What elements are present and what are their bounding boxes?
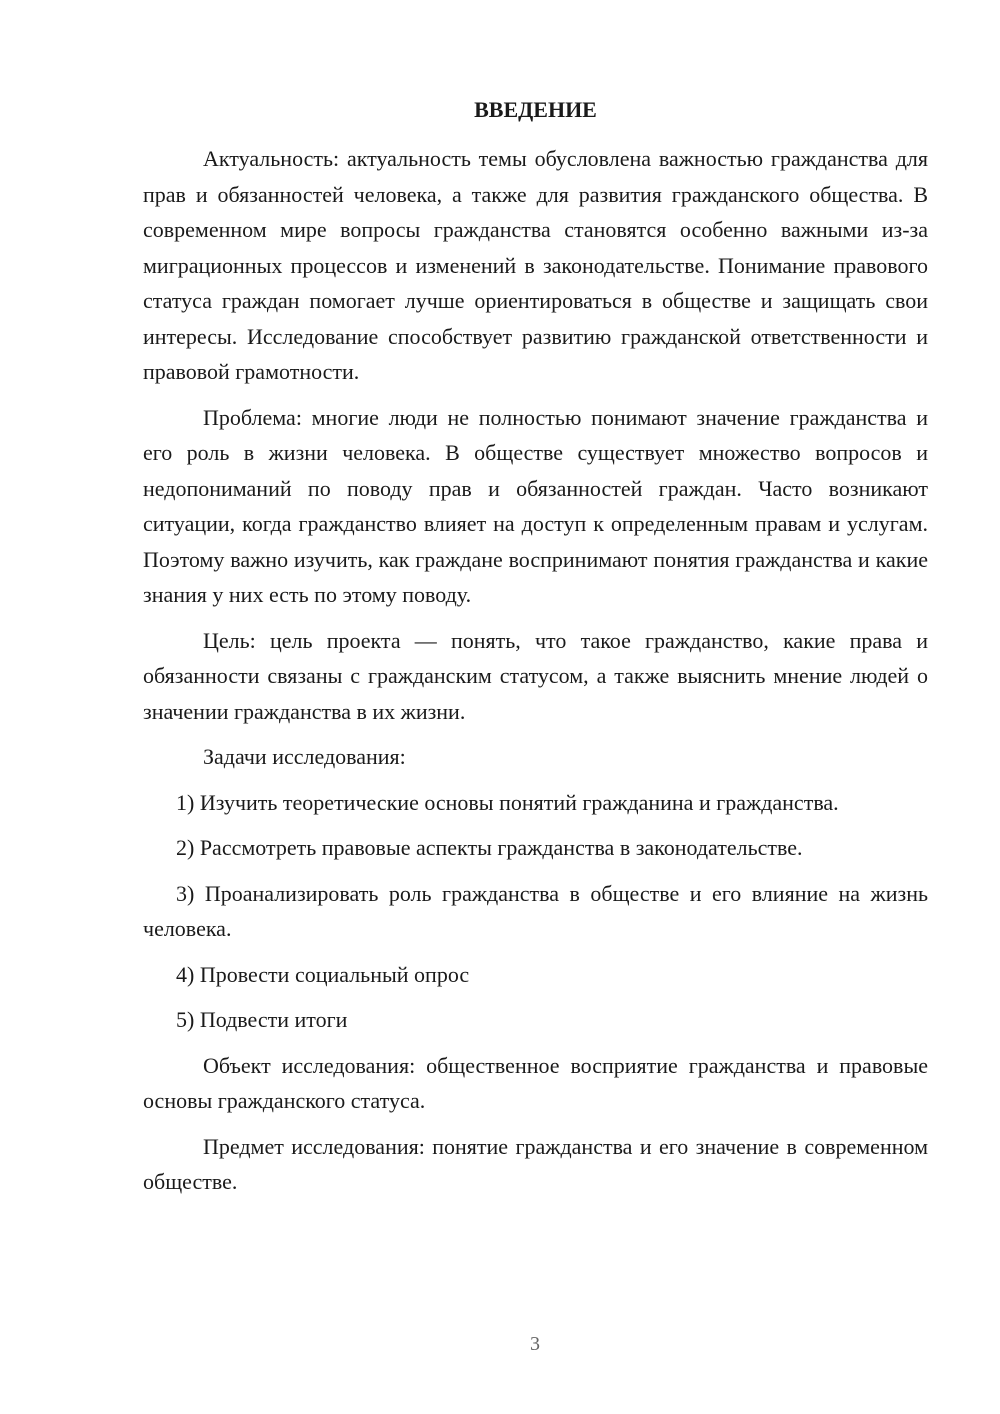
page-number: 3	[530, 1333, 540, 1355]
task-item-4: 4) Провести социальный опрос	[176, 961, 470, 987]
object-paragraph: Объект исследования: общественное восприятие гражданства и правовые основы гражданского статуса.	[143, 1052, 928, 1113]
page-title: ВВЕДЕНИЕ	[474, 97, 597, 122]
task-item-2: 2) Рассмотреть правовые аспекты гражданства в законодательстве.	[176, 835, 803, 860]
tasks-heading: Задачи исследования:	[203, 744, 406, 769]
goal-paragraph: Цель: цель проекта — понять, что такое гражданство, какие права и обязанности связаны с гражданским статусом, а также выяснить мнение людей о значении гражданства в их жизни.	[143, 627, 928, 724]
document-page	[143, 92, 928, 1200]
task-item-5: 5) Подвести итоги	[176, 1007, 348, 1032]
task-item-1: 1) Изучить теоретические основы понятий гражданина и гражданства.	[176, 789, 839, 815]
subject-paragraph: Предмет исследования: понятие гражданства и его значение в современном обществе.	[143, 1133, 928, 1194]
task-item-3: 3) Проанализировать роль гражданства в обществе и его влияние на жизнь человека.	[143, 880, 928, 941]
problem-paragraph: Проблема: многие люди не полностью понимают значение гражданства и его роль в жизни человека. В обществе существует множество вопросов и недопониманий по поводу прав и обязанностей граждан. Часто возникают ситуации, когда гражданство влияет на доступ к определенным правам и услугам. Поэтому важно изучить, как граждане воспринимают понятия гражданства и какие знания у них есть по этому поводу.	[143, 404, 928, 607]
relevance-paragraph: Актуальность: актуальность темы обусловлена важностью гражданства для прав и обязанностей человека, а также для развития гражданского общества. В современном мире вопросы гражданства становятся особенно важными из-за миграционных процессов и изменений в законодательстве. Понимание правового статуса граждан помогает лучше ориентироваться в обществе и защищать свои интересы. Исследование способствует развитию гражданской ответственности и правовой грамотности.	[143, 146, 928, 384]
